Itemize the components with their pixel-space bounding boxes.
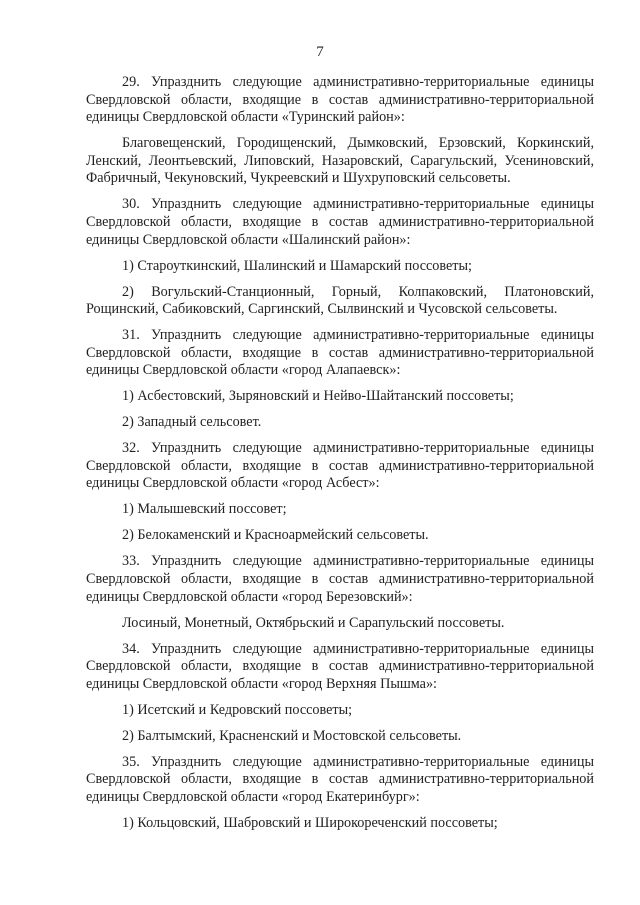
- paragraph-32-heading: 32. Упразднить следующие административно-территориальные единицы Свердловской области, входящие в состав административно-территориальной единицы Свердловской области «город Асбест»:: [86, 440, 594, 492]
- paragraph-35-heading: 35. Упразднить следующие административно-территориальные единицы Свердловской области, входящие в состав административно-территориальной единицы Свердловской области «город Екатеринбург»:: [86, 753, 594, 805]
- paragraph-34-item-1: 1) Исетский и Кедровский поссоветы;: [122, 701, 353, 718]
- paragraph-33-heading: 33. Упразднить следующие административно-территориальные единицы Свердловской области, входящие в состав административно-территориальной единицы Свердловской области «город Березовский»:: [86, 553, 594, 605]
- page-number: 7: [316, 44, 324, 60]
- paragraph-30-item-2: 2) Вогульский-Станционный, Горный, Колпаковский, Платоновский, Рощинский, Сабиковский, Саргинский, Сылвинский и Чусовской сельсоветы.: [86, 283, 594, 318]
- paragraph-29-heading: 29. Упразднить следующие административно-территориальные единицы Свердловской области, входящие в состав административно-территориальной единицы Свердловской области «Туринский район»:: [86, 74, 594, 126]
- paragraph-31-heading: 31. Упразднить следующие административно-территориальные единицы Свердловской области, входящие в состав административно-территориальной единицы Свердловской области «город Алапаевск»:: [86, 327, 594, 379]
- paragraph-29-list: Благовещенский, Городищенский, Дымковский, Ерзовский, Коркинский, Ленский, Леонтьевский, Липовский, Назаровский, Сарагульский, Усениновский, Фабричный, Чекуновский, Чукреевский и Шухруповский сельсоветы.: [86, 135, 594, 187]
- paragraph-32-item-1: 1) Малышевский поссовет;: [122, 501, 287, 518]
- paragraph-34-item-2: 2) Балтымский, Красненский и Мостовской сельсоветы.: [122, 727, 462, 744]
- paragraph-34-heading: 34. Упразднить следующие административно-территориальные единицы Свердловской области, входящие в состав административно-территориальной единицы Свердловской области «город Верхняя Пышма»:: [86, 640, 594, 692]
- paragraph-30-item-1: 1) Староуткинский, Шалинский и Шамарский поссоветы;: [122, 257, 472, 274]
- paragraph-33-list: Лосиный, Монетный, Октябрьский и Сарапульский поссоветы.: [122, 614, 505, 631]
- paragraph-35-item-1: 1) Кольцовский, Шабровский и Широкореченский поссоветы;: [122, 814, 498, 831]
- paragraph-31-item-2: 2) Западный сельсовет.: [122, 414, 262, 431]
- paragraph-32-item-2: 2) Белокаменский и Красноармейский сельсоветы.: [122, 527, 429, 544]
- paragraph-31-item-1: 1) Асбестовский, Зыряновский и Нейво-Шайтанский поссоветы;: [122, 388, 514, 405]
- paragraph-30-heading: 30. Упразднить следующие административно-территориальные единицы Свердловской области, входящие в состав административно-территориальной единицы Свердловской области «Шалинский район»:: [86, 196, 594, 248]
- document-body: [86, 74, 594, 841]
